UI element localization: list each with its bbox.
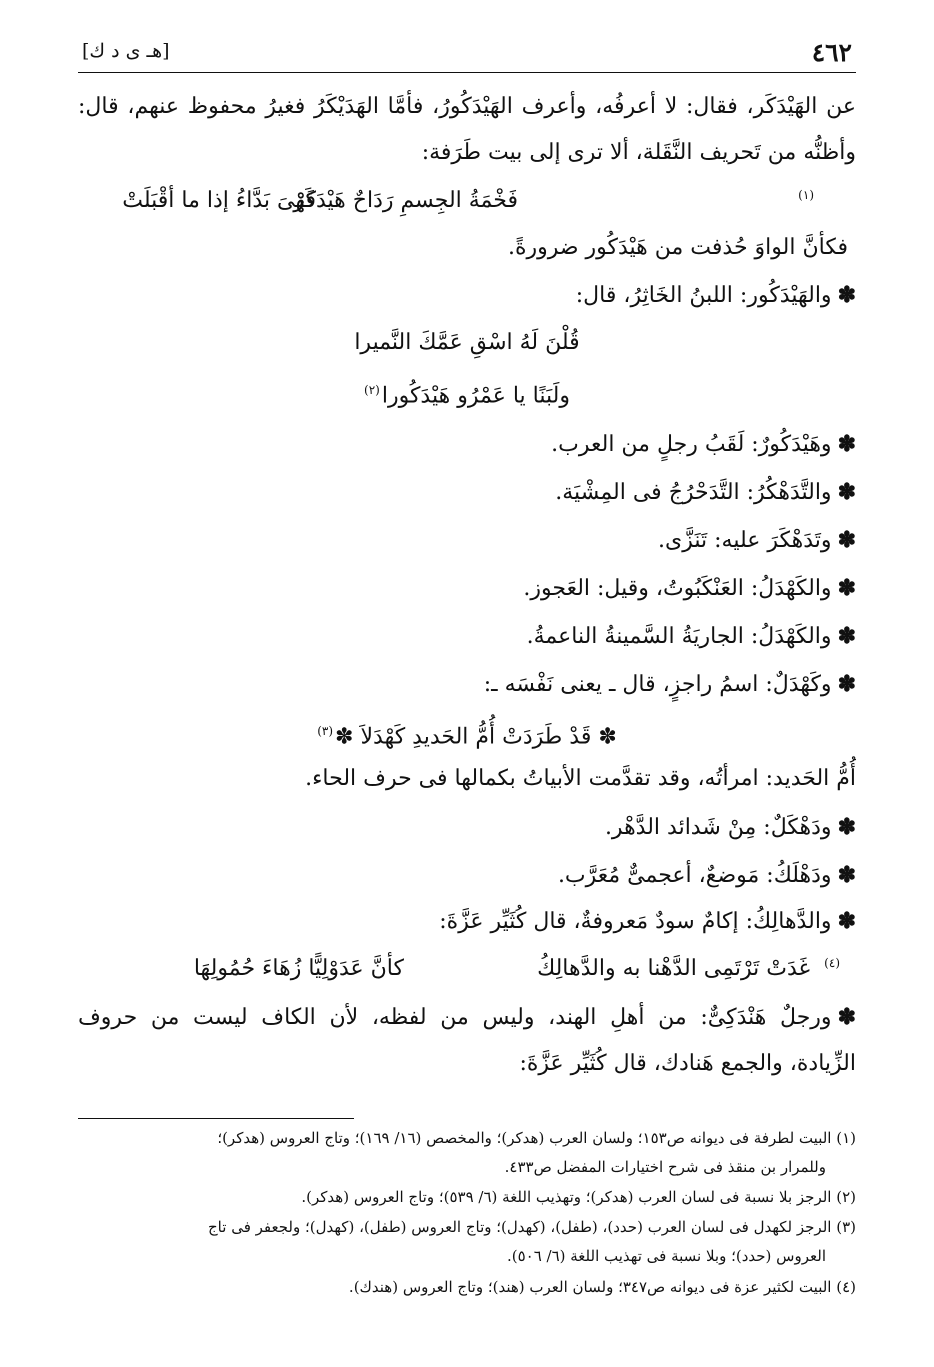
poem-text: ولَبَنًا يا عَمْرُو هَيْدَكُورا (381, 383, 570, 409)
footnote-ref: (٣) (317, 724, 334, 738)
poem-text: ✽ قَدْ طَرَدَتْ أُمُّ الحَديدِ كَهْدَلاَ ✽ (335, 724, 617, 750)
entry-mark-icon: ✽ (837, 671, 856, 697)
entry-text: والكَهْدَلُ: العَنْكَبُوتُ، وقيل: العَجوز. (523, 576, 832, 601)
poem-text: قُلْنَ لَهُ اسْقِ عَمَّكَ النَّميرا (354, 330, 580, 355)
entry-line (78, 565, 856, 611)
entry-line (78, 469, 856, 515)
poem-line (78, 367, 856, 413)
line-text: أُمُّ الحَديد: امرأتُه، وقد تقدَّمت الأبياتُ بكمالها فى حرف الحاء. (305, 766, 856, 791)
page-number: ٤٦٢ (811, 38, 852, 67)
text-line (78, 756, 856, 802)
verse-line (78, 178, 856, 224)
entry-mark-icon: ✽ (837, 527, 856, 553)
footnote-ref: (٤) (824, 956, 840, 970)
page-header (78, 36, 856, 70)
entry-text: وهَيْدَكُورٌ: لَقَبُ رجلٍ من العرب. (551, 432, 832, 457)
entry-text: والتَّدَهْكُرُ: التَّدَحْرُجُ فى المِشْيَة. (555, 480, 832, 505)
entry-line (78, 613, 856, 659)
root-heading: [هـ ى د ك] (82, 40, 170, 62)
verse-first-hemistich: كأنَّ عَدَوْلِيًّا زُهَاءَ حُمُولِهَا (193, 956, 404, 981)
poem-line (78, 320, 856, 366)
entry-text: ودَهْكَلٌ: مِنْ شَدائد الدَّهْر. (604, 815, 832, 840)
verse-line (78, 946, 856, 992)
line-text: فكأنَّ الواوَ حُذفت من هَيْدَكُور ضرورةً. (507, 235, 848, 260)
entry-text: والهَيْدَكُور: اللبنُ الخَاثِرُ، قال: (575, 283, 832, 308)
entry-mark-icon: ✽ (837, 862, 856, 888)
footnote-continuation (78, 1153, 856, 1182)
entry-mark-icon: ✽ (837, 623, 856, 649)
entry-line (78, 661, 856, 707)
entry-mark-icon: ✽ (837, 575, 856, 601)
entry-mark-icon: ✽ (837, 1004, 856, 1030)
footnote-separator (78, 1118, 354, 1119)
footnote (78, 1183, 856, 1212)
entry-line (78, 994, 856, 1040)
entry-line (78, 852, 856, 898)
footnote-ref: (١) (798, 188, 814, 202)
entry-mark-icon: ✽ (837, 431, 856, 457)
entry-text: والكَهْدَلُ: الجاريَةُ السَّمينةُ الناعمةُ. (526, 624, 832, 649)
footnote-text: وللمرار بن منقذ فى شرح اختيارات المفضل ص٤٣٣. (504, 1158, 826, 1176)
entry-text: ودَهْلَكُ: مَوضعٌ، أعجمىٌّ مُعَرَّب. (557, 863, 832, 888)
entry-mark-icon: ✽ (837, 908, 856, 934)
footnote-text: (٣) الرجز لكهدل فى لسان العرب (حدد)، (طفل)، (كهدل)؛ وتاج العروس (طفل)، (كهدل)؛ ولجعفر فى تاج (208, 1218, 856, 1236)
text-line (78, 130, 856, 176)
header-rule (78, 72, 856, 73)
line-text: وأظنُّه من تَحريف النَّقَلة، ألا ترى إلى بيت طَرَفة: (421, 140, 856, 165)
entry-text: وتَدَهْكَرَ عليه: تَنَزَّى. (658, 528, 832, 553)
text-line (78, 84, 856, 130)
entry-line (78, 804, 856, 850)
entry-line (78, 272, 856, 318)
entry-mark-icon: ✽ (837, 282, 856, 308)
entry-mark-icon: ✽ (837, 814, 856, 840)
footnote-text: العروس (حدد)؛ وبلا نسبة فى تهذيب اللغة (٦/ ٥٠٦). (506, 1247, 826, 1265)
poem-line (78, 708, 856, 754)
entry-line (78, 898, 856, 944)
entry-line (78, 421, 856, 467)
footnote-text: (٤) البيت لكثير عزة فى ديوانه ص٣٤٧؛ ولسان العرب (هند)؛ وتاج العروس (هندك). (348, 1278, 856, 1296)
text-line (78, 1041, 856, 1087)
footnote (78, 1124, 856, 1153)
footnote-ref: (٢) (364, 383, 380, 397)
line-text: الزِّيادة، والجمع هَنادك، قال كُثَيِّر عَزَّةَ: (519, 1051, 856, 1076)
verse-second-hemistich: فَهْىَ بَدَّاءُ إذا ما أقْبَلَتْ (122, 188, 316, 213)
entry-text: وكَهْدَلٌ: اسمُ راجزٍ، قال ـ يعنى نَفْسَه ـ: (483, 672, 832, 697)
entry-text: والدَّهالِكُ: إكامٌ سودٌ مَعروفةٌ، قال كُثَيِّر عَزَّةَ: (439, 909, 832, 934)
entry-text: ورجلٌ هَنْدَكِىٌّ: من أهلِ الهند، وليس من لفظه، لأن الكاف ليست من حروف (78, 1005, 832, 1030)
verse-second-hemistich: غَدَتْ تَرْتَمِى الدَّهْنا به والدَّهالِكُ (537, 956, 810, 981)
entry-mark-icon: ✽ (837, 479, 856, 505)
footnote-text: (٢) الرجز بلا نسبة فى لسان العرب (هدكر)؛ وتهذيب اللغة (٦/ ٥٣٩)؛ وتاج العروس (هدكر). (301, 1188, 856, 1206)
footnote-text: (١) البيت لطرفة فى ديوانه ص١٥٣؛ ولسان العرب (هدكر)؛ والمخصص (١٦/ ١٦٩)؛ وتاج العروس (هدكر)؛ (217, 1129, 856, 1147)
text-line (78, 225, 856, 271)
line-text: عن الهَيْدَكَر، فقال: لا أعرفُه، وأعرف الهَيْدَكُورُ، فأمَّا الهَدَيْكَرُ فغيرُ محفوظ عنهم، قال: (78, 94, 856, 119)
footnote-continuation (78, 1242, 856, 1271)
verse-first-hemistich: فَخْمَةُ الجِسمِ رَدَاحٌ هَيْدَكَرْ (293, 188, 518, 213)
footnote (78, 1273, 856, 1302)
footnote (78, 1213, 856, 1242)
entry-line (78, 517, 856, 563)
